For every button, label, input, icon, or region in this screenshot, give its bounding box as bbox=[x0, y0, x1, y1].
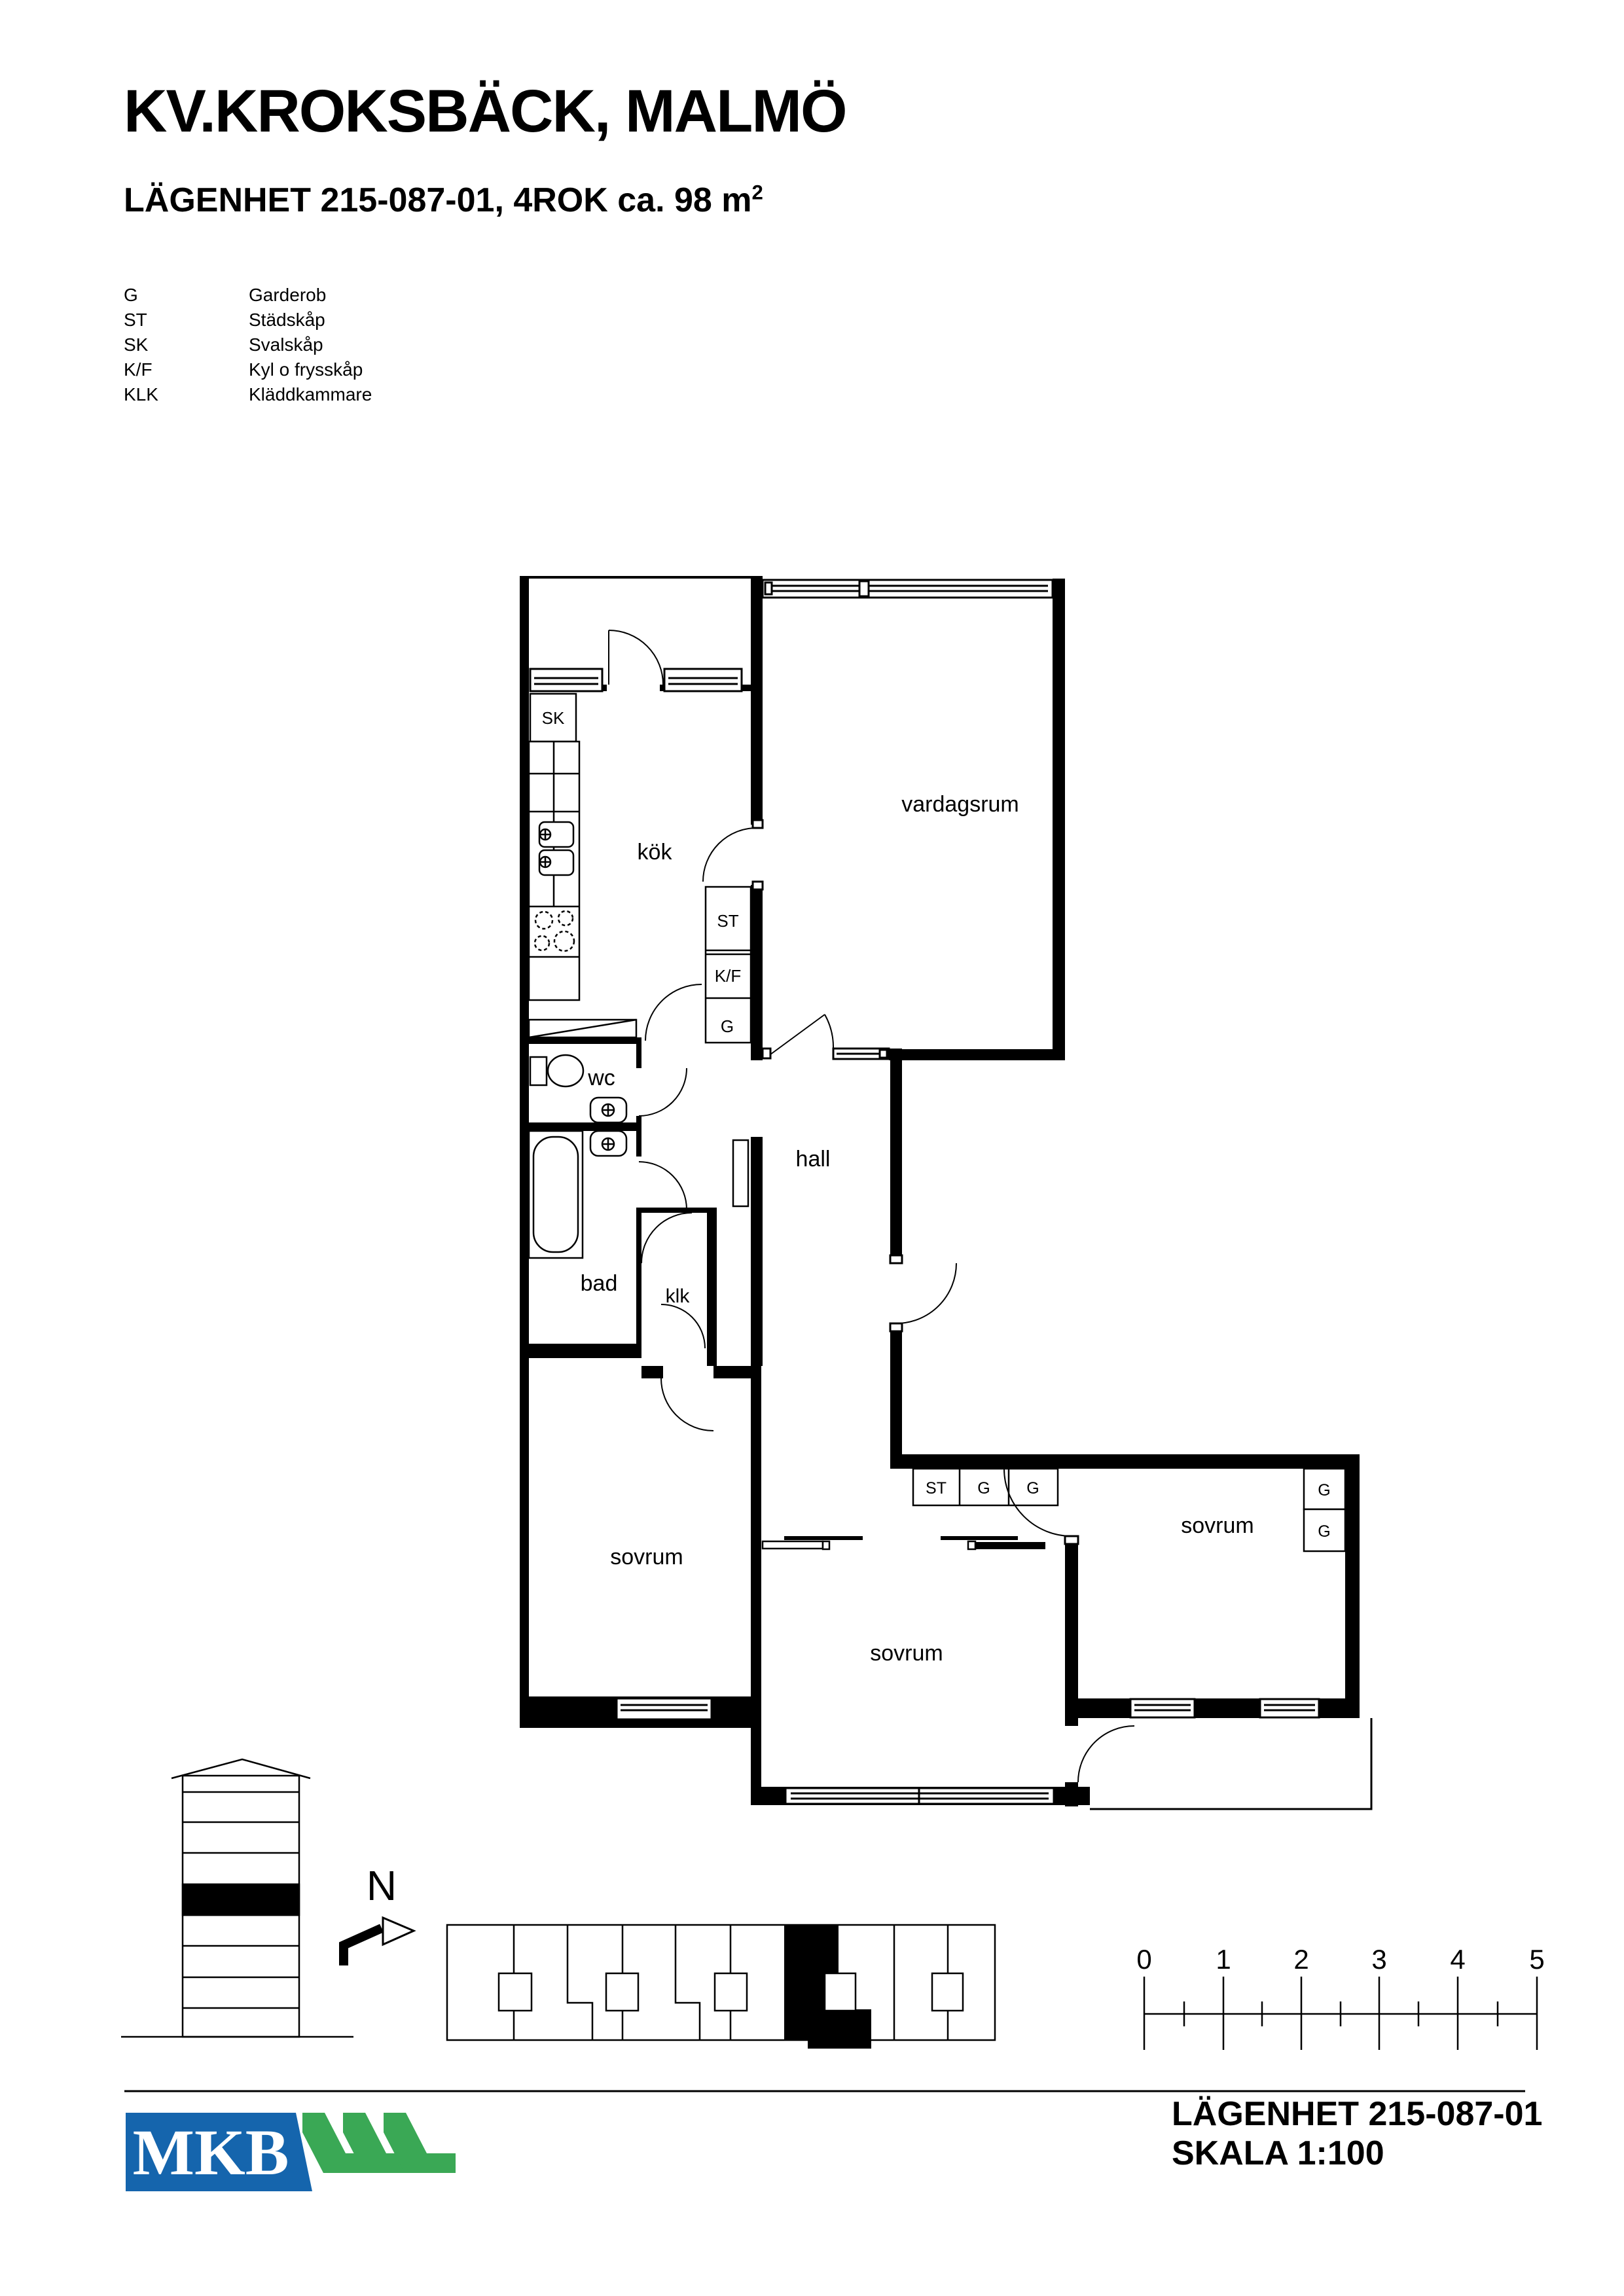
legend-name: Kyl o frysskåp bbox=[249, 359, 363, 380]
subtitle-text: LÄGENHET 215-087-01, 4ROK ca. 98 m bbox=[124, 181, 752, 219]
front-door bbox=[896, 1263, 956, 1323]
sovrum-right-window-1 bbox=[1130, 1699, 1195, 1717]
room-label-kok: kök bbox=[637, 840, 672, 865]
klk-inner-door bbox=[661, 1304, 705, 1348]
room-label-sovrum-middle: sovrum bbox=[870, 1641, 943, 1666]
sovrum-left-door bbox=[661, 1378, 713, 1431]
toilet-tank bbox=[530, 1057, 547, 1085]
room-label-hall: hall bbox=[795, 1147, 831, 1172]
windows-and-fixtures bbox=[530, 580, 1319, 1804]
scale-number: 0 bbox=[1136, 1944, 1152, 1975]
legend-name: Kläddkammare bbox=[249, 384, 372, 404]
closet-label-st: ST bbox=[926, 1479, 947, 1498]
legend-abbr: SK bbox=[124, 334, 149, 355]
legend-abbr: G bbox=[124, 285, 138, 305]
balcony-door bbox=[609, 630, 663, 685]
cabinet-label-st: ST bbox=[717, 911, 739, 931]
legend-name: Garderob bbox=[249, 285, 327, 305]
legend-name: Svalskåp bbox=[249, 334, 323, 355]
entry-glass-door bbox=[825, 1014, 833, 1049]
subtitle-superscript: 2 bbox=[751, 181, 763, 204]
legend-abbr: K/F bbox=[124, 359, 153, 380]
mkb-logo bbox=[126, 2113, 456, 2191]
vardagsrum-door bbox=[703, 828, 757, 882]
mkb-logo-text: MKB bbox=[132, 2116, 289, 2189]
marked-floor bbox=[183, 1884, 299, 1915]
room-label-wc: wc bbox=[588, 1066, 615, 1090]
closet-label-g: G bbox=[977, 1479, 990, 1498]
scale-bar bbox=[1136, 1944, 1544, 2050]
cabinet-label-g: G bbox=[720, 1016, 734, 1036]
cabinet-label-kf: K/F bbox=[714, 966, 742, 986]
legend-abbr: ST bbox=[124, 310, 147, 330]
wc-door bbox=[639, 1068, 687, 1116]
site-plan bbox=[447, 1925, 995, 2049]
closet-label-g: G bbox=[1318, 1481, 1331, 1499]
room-label-bad: bad bbox=[580, 1271, 618, 1296]
south-balcony-edge bbox=[1090, 1718, 1371, 1809]
legend-abbr: KLK bbox=[124, 384, 158, 404]
mkb-logo-chevrons bbox=[302, 2113, 456, 2173]
north-arrow bbox=[344, 1862, 414, 1965]
title-block-apartment: LÄGENHET 215-087-01 bbox=[1172, 2095, 1543, 2133]
stairwell-box bbox=[932, 1973, 963, 2011]
walls bbox=[520, 576, 1360, 1806]
north-arrow-shaft bbox=[344, 1928, 382, 1965]
kitchen-window-1 bbox=[530, 669, 602, 691]
toilet-bowl bbox=[548, 1055, 583, 1086]
vardagsrum-window-band bbox=[763, 580, 1053, 598]
building-elevation bbox=[121, 1759, 353, 2037]
stairwell-box bbox=[606, 1973, 638, 2011]
room-label-sovrum-right: sovrum bbox=[1181, 1513, 1254, 1538]
casework bbox=[529, 694, 1345, 1551]
title-block-scale: SKALA 1:100 bbox=[1172, 2134, 1384, 2172]
north-label: N bbox=[366, 1862, 397, 1909]
hall-wardrobe bbox=[733, 1140, 748, 1206]
room-label-vardagsrum: vardagsrum bbox=[901, 792, 1019, 817]
sliding-door-leaf bbox=[763, 1541, 823, 1549]
sovrum-right-window-2 bbox=[1260, 1699, 1319, 1717]
legend-name: Städskåp bbox=[249, 310, 325, 330]
bad-door bbox=[639, 1162, 687, 1210]
scale-number: 5 bbox=[1529, 1944, 1545, 1975]
north-arrow-head bbox=[383, 1918, 414, 1945]
room-label-sovrum-left: sovrum bbox=[610, 1545, 683, 1570]
scale-number: 1 bbox=[1216, 1944, 1231, 1975]
stairwell-box bbox=[499, 1973, 532, 2011]
scale-number: 4 bbox=[1450, 1944, 1466, 1975]
scale-number: 3 bbox=[1371, 1944, 1387, 1975]
scale-number: 2 bbox=[1293, 1944, 1309, 1975]
kitchen-window-2 bbox=[664, 669, 742, 691]
stairwell-box bbox=[825, 1973, 856, 2011]
klk-door bbox=[641, 1213, 692, 1263]
kok-door bbox=[645, 984, 702, 1041]
thin-outlines bbox=[1090, 1718, 1371, 1809]
closet-label-g: G bbox=[1026, 1479, 1039, 1498]
sovrum-left-window bbox=[617, 1698, 712, 1719]
page-title: KV.KROKSBÄCK, MALMÖ bbox=[124, 78, 846, 145]
title-block bbox=[1172, 2094, 1542, 2173]
stairwell-box bbox=[715, 1973, 747, 2011]
bathtub-inner bbox=[533, 1137, 578, 1252]
closet-label-g: G bbox=[1318, 1522, 1331, 1541]
cabinet-label-sk: SK bbox=[541, 708, 565, 728]
room-label-klk: klk bbox=[665, 1285, 690, 1307]
balcony-south-door bbox=[1078, 1726, 1134, 1782]
